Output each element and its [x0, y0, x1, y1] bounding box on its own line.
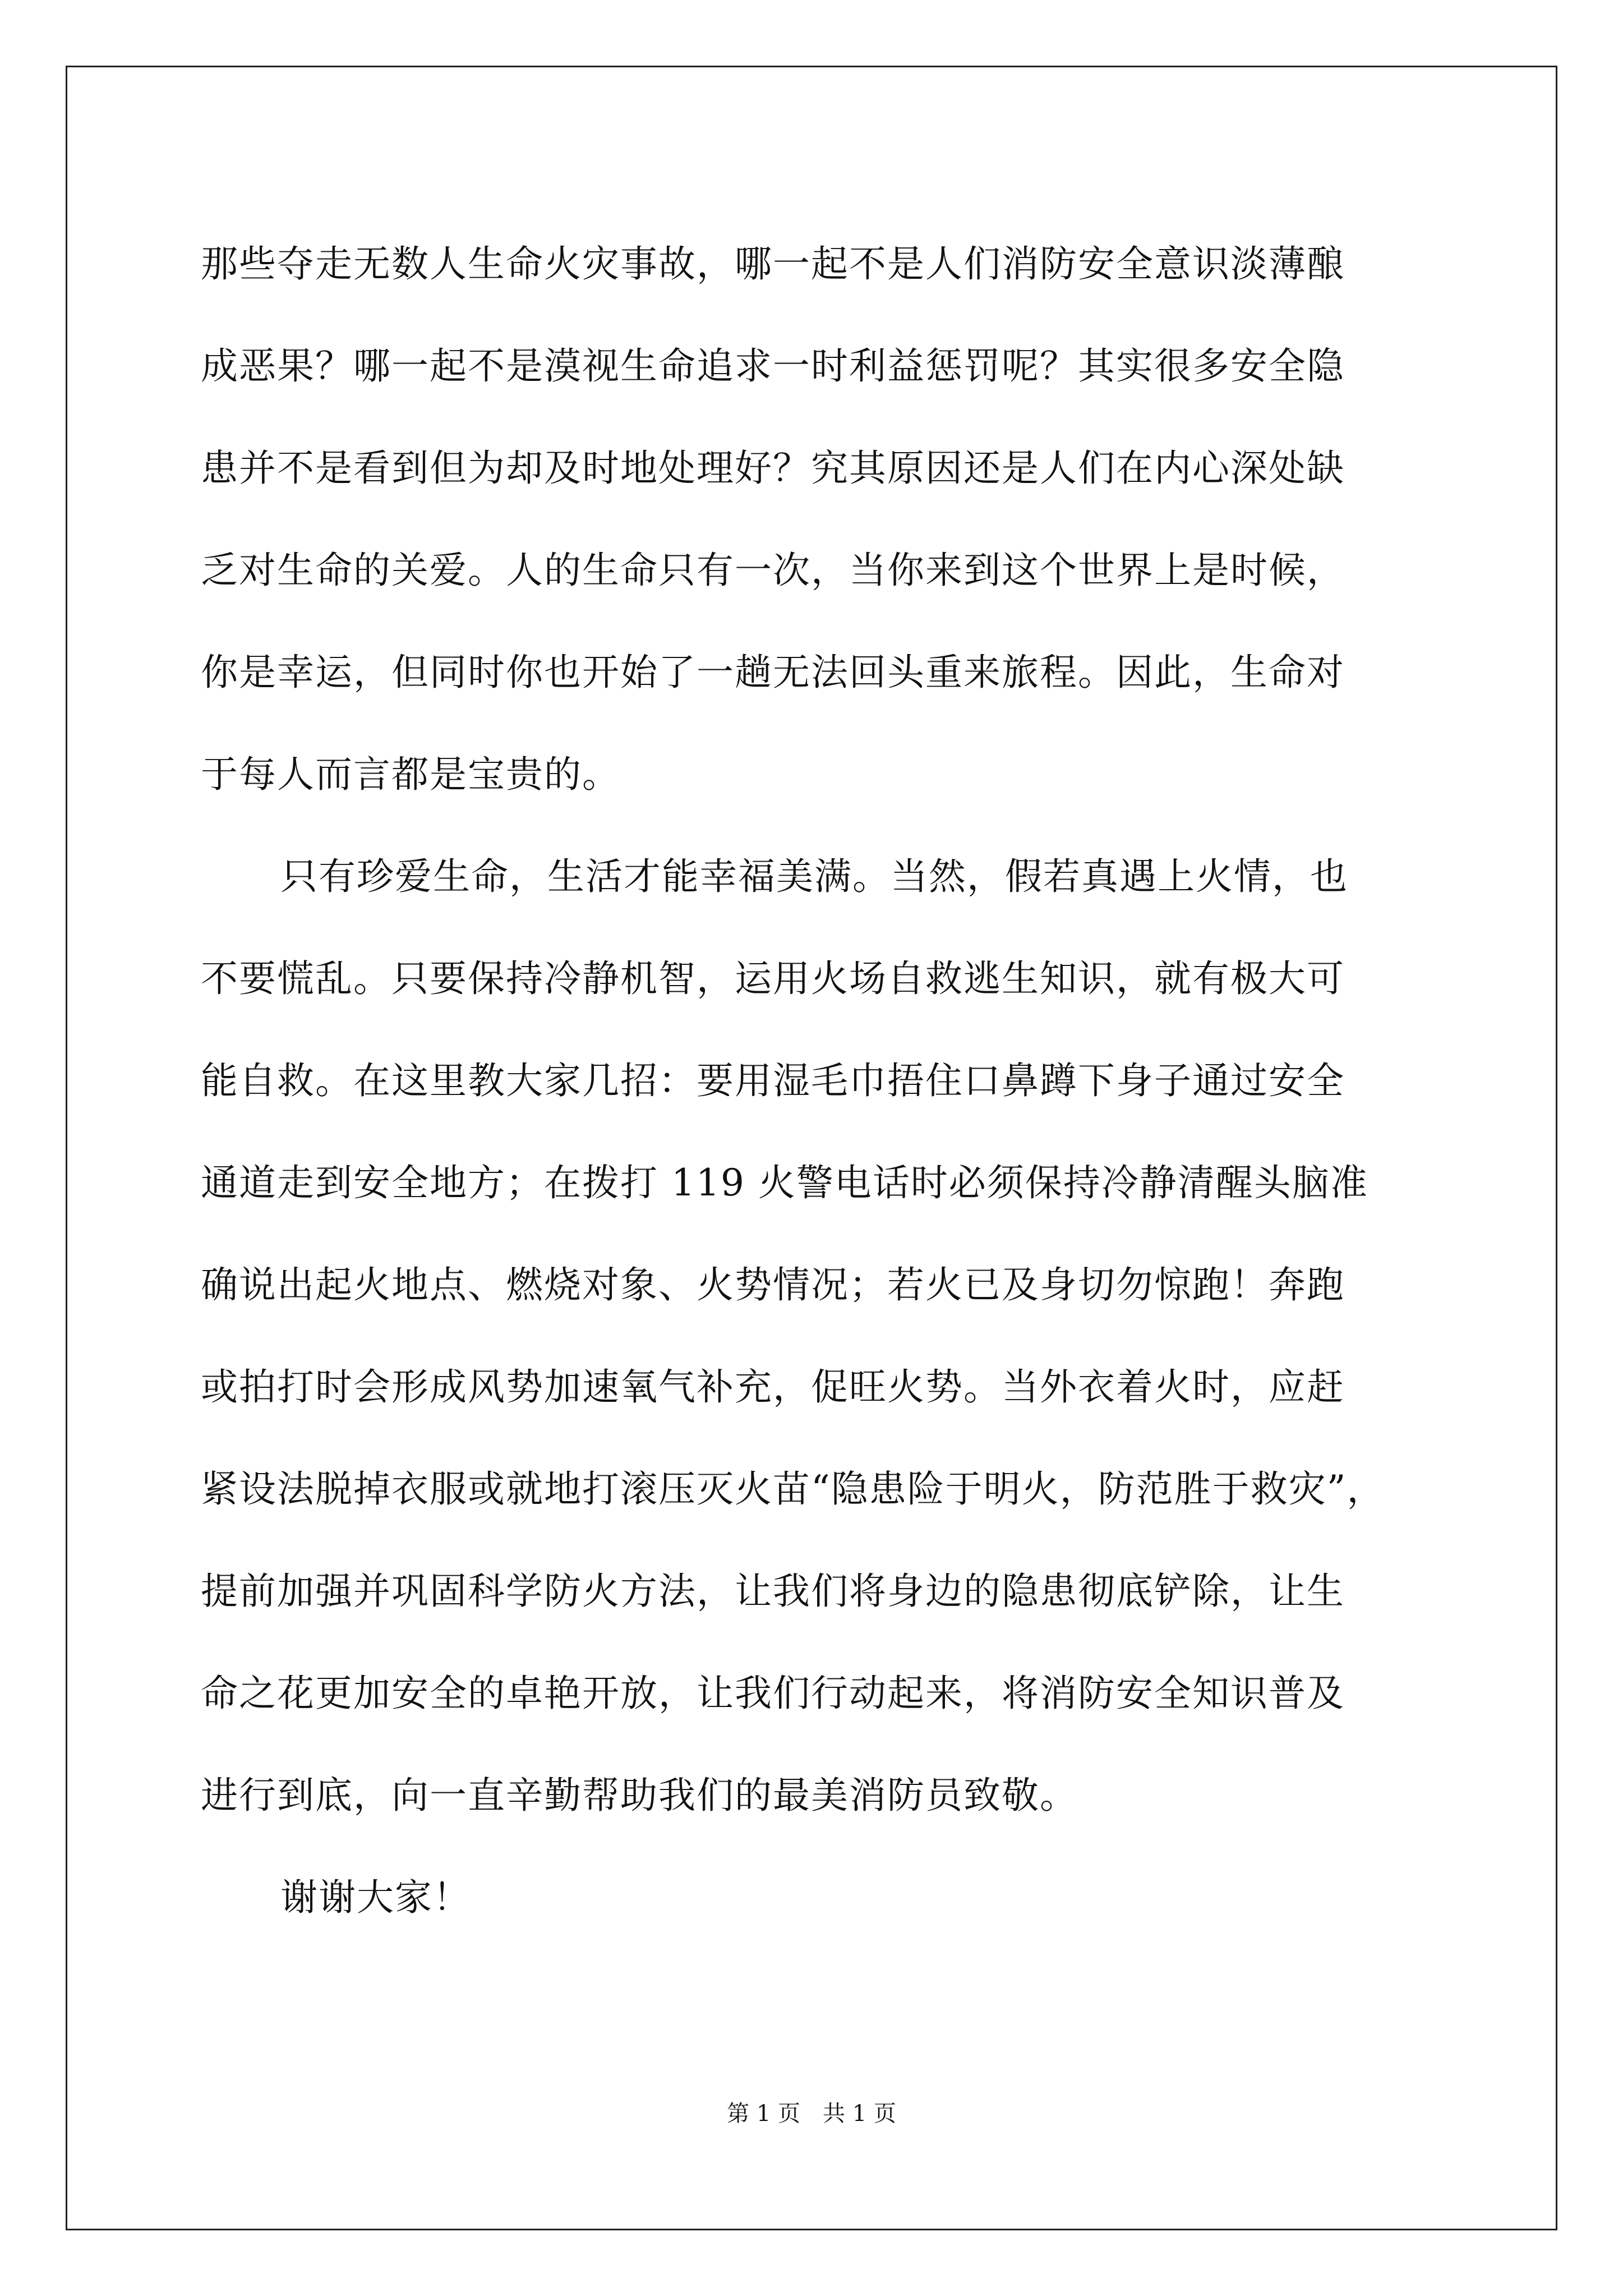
page-total: 共 1 页 [823, 2101, 896, 2127]
closing-line: 谢谢大家！ [280, 1876, 471, 1919]
text-line: 提前加强并巩固科学防火方法，让我们将身边的隐患彻底铲除，让生 [201, 1570, 1345, 1613]
text-line: 那些夺走无数人生命火灾事故，哪一起不是人们消防安全意识淡薄酿 [201, 242, 1345, 286]
text-line: 乏对生命的关爱。人的生命只有一次，当你来到这个世界上是时候， [201, 549, 1345, 592]
text-line: 患并不是看到但为却及时地处理好？究其原因还是人们在内心深处缺 [201, 447, 1345, 490]
text-line: 能自救。在这里教大家几招：要用湿毛巾捂住口鼻蹲下身子通过安全 [201, 1059, 1345, 1102]
text-line: 不要慌乱。只要保持冷静机智，运用火场自救逃生知识，就有极大可 [201, 957, 1345, 1000]
text-line: 命之花更加安全的卓艳开放，让我们行动起来，将消防安全知识普及 [201, 1672, 1345, 1715]
page-number: 第 1 页 [727, 2101, 800, 2127]
text-line: 或拍打时会形成风势加速氧气补充，促旺火势。当外衣着火时，应赶 [201, 1365, 1345, 1409]
text-line: 你是幸运，但同时你也开始了一趟无法回头重来旅程。因此，生命对 [201, 651, 1345, 694]
text-line: 确说出起火地点、燃烧对象、火势情况；若火已及身切勿惊跑！奔跑 [201, 1263, 1345, 1306]
document-body [201, 213, 1423, 1949]
page-footer [0, 2097, 1623, 2131]
text-line: 于每人而言都是宝贵的。 [201, 753, 620, 796]
text-line: 通道走到安全地方；在拨打 119 火警电话时必须保持冷静清醒头脑准 [201, 1161, 1368, 1204]
text-line: 成恶果？哪一起不是漠视生命追求一时利益惩罚呢？其实很多安全隐 [201, 344, 1345, 388]
text-line: 进行到底，向一直辛勤帮助我们的最美消防员致敬。 [201, 1774, 1078, 1817]
text-line: 紧设法脱掉衣服或就地打滚压灭火苗“隐患险于明火，防范胜于救灾”， [201, 1467, 1385, 1511]
paragraph-start-line: 只有珍爱生命，生活才能幸福美满。当然，假若真遇上火情，也 [280, 855, 1348, 898]
